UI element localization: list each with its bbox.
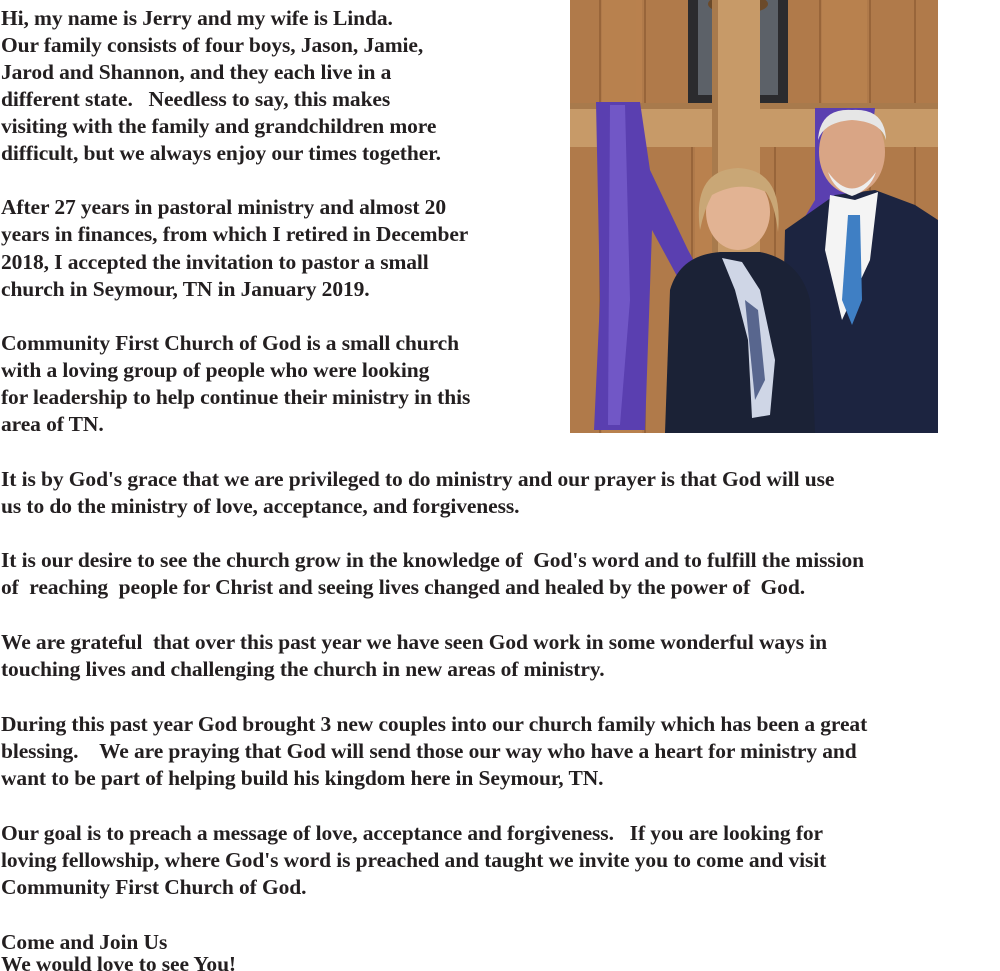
church-line: Community First Church of God is a small church [1,331,459,355]
church-line: with a loving group of people who were looking [1,358,430,382]
grace-line: us to do the ministry of love, acceptance, and forgiveness. [1,494,520,518]
ministry-line: years in finances, from which I retired in December [1,222,469,246]
goal-line: loving fellowship, where God's word is preached and taught we invite you to come and visit [1,848,827,872]
intro-line: Our family consists of four boys, Jason, Jamie, [1,33,424,57]
intro-line: visiting with the family and grandchildren more [1,114,437,138]
couples-line: During this past year God brought 3 new couples into our church family which has been a great [1,712,868,736]
grateful-line: touching lives and challenging the church in new areas of ministry. [1,657,605,681]
closing-line: Come and Join Us [1,930,168,954]
closing-line: We would love to see You! [1,956,236,971]
couple-photo [570,0,938,433]
couples-line: want to be part of helping build his kingdom here in Seymour, TN. [1,766,604,790]
church-line: for leadership to help continue their ministry in this [1,385,471,409]
intro-line: different state. Needless to say, this makes [1,87,391,111]
church-line: area of TN. [1,412,104,436]
ministry-line: church in Seymour, TN in January 2019. [1,277,370,301]
goal-line: Our goal is to preach a message of love, acceptance and forgiveness. If you are looking for [1,821,823,845]
grace-line: It is by God's grace that we are privileged to do ministry and our prayer is that God will use [1,467,835,491]
desire-line: of reaching people for Christ and seeing lives changed and healed by the power of God. [1,575,805,599]
couple-photo-illustration [570,0,938,433]
grateful-line: We are grateful that over this past year we have seen God work in some wonderful ways in [1,630,827,654]
goal-line: Community First Church of God. [1,875,307,899]
ministry-line: 2018, I accepted the invitation to pastor a small [1,250,429,274]
ministry-line: After 27 years in pastoral ministry and almost 20 [1,195,446,219]
intro-line: Hi, my name is Jerry and my wife is Linda. [1,6,393,30]
intro-line: Jarod and Shannon, and they each live in a [1,60,392,84]
intro-line: difficult, but we always enjoy our times together. [1,141,441,165]
couples-line: blessing. We are praying that God will send those our way who have a heart for ministry and [1,739,857,763]
desire-line: It is our desire to see the church grow in the knowledge of God's word and to fulfill the mission [1,548,864,572]
